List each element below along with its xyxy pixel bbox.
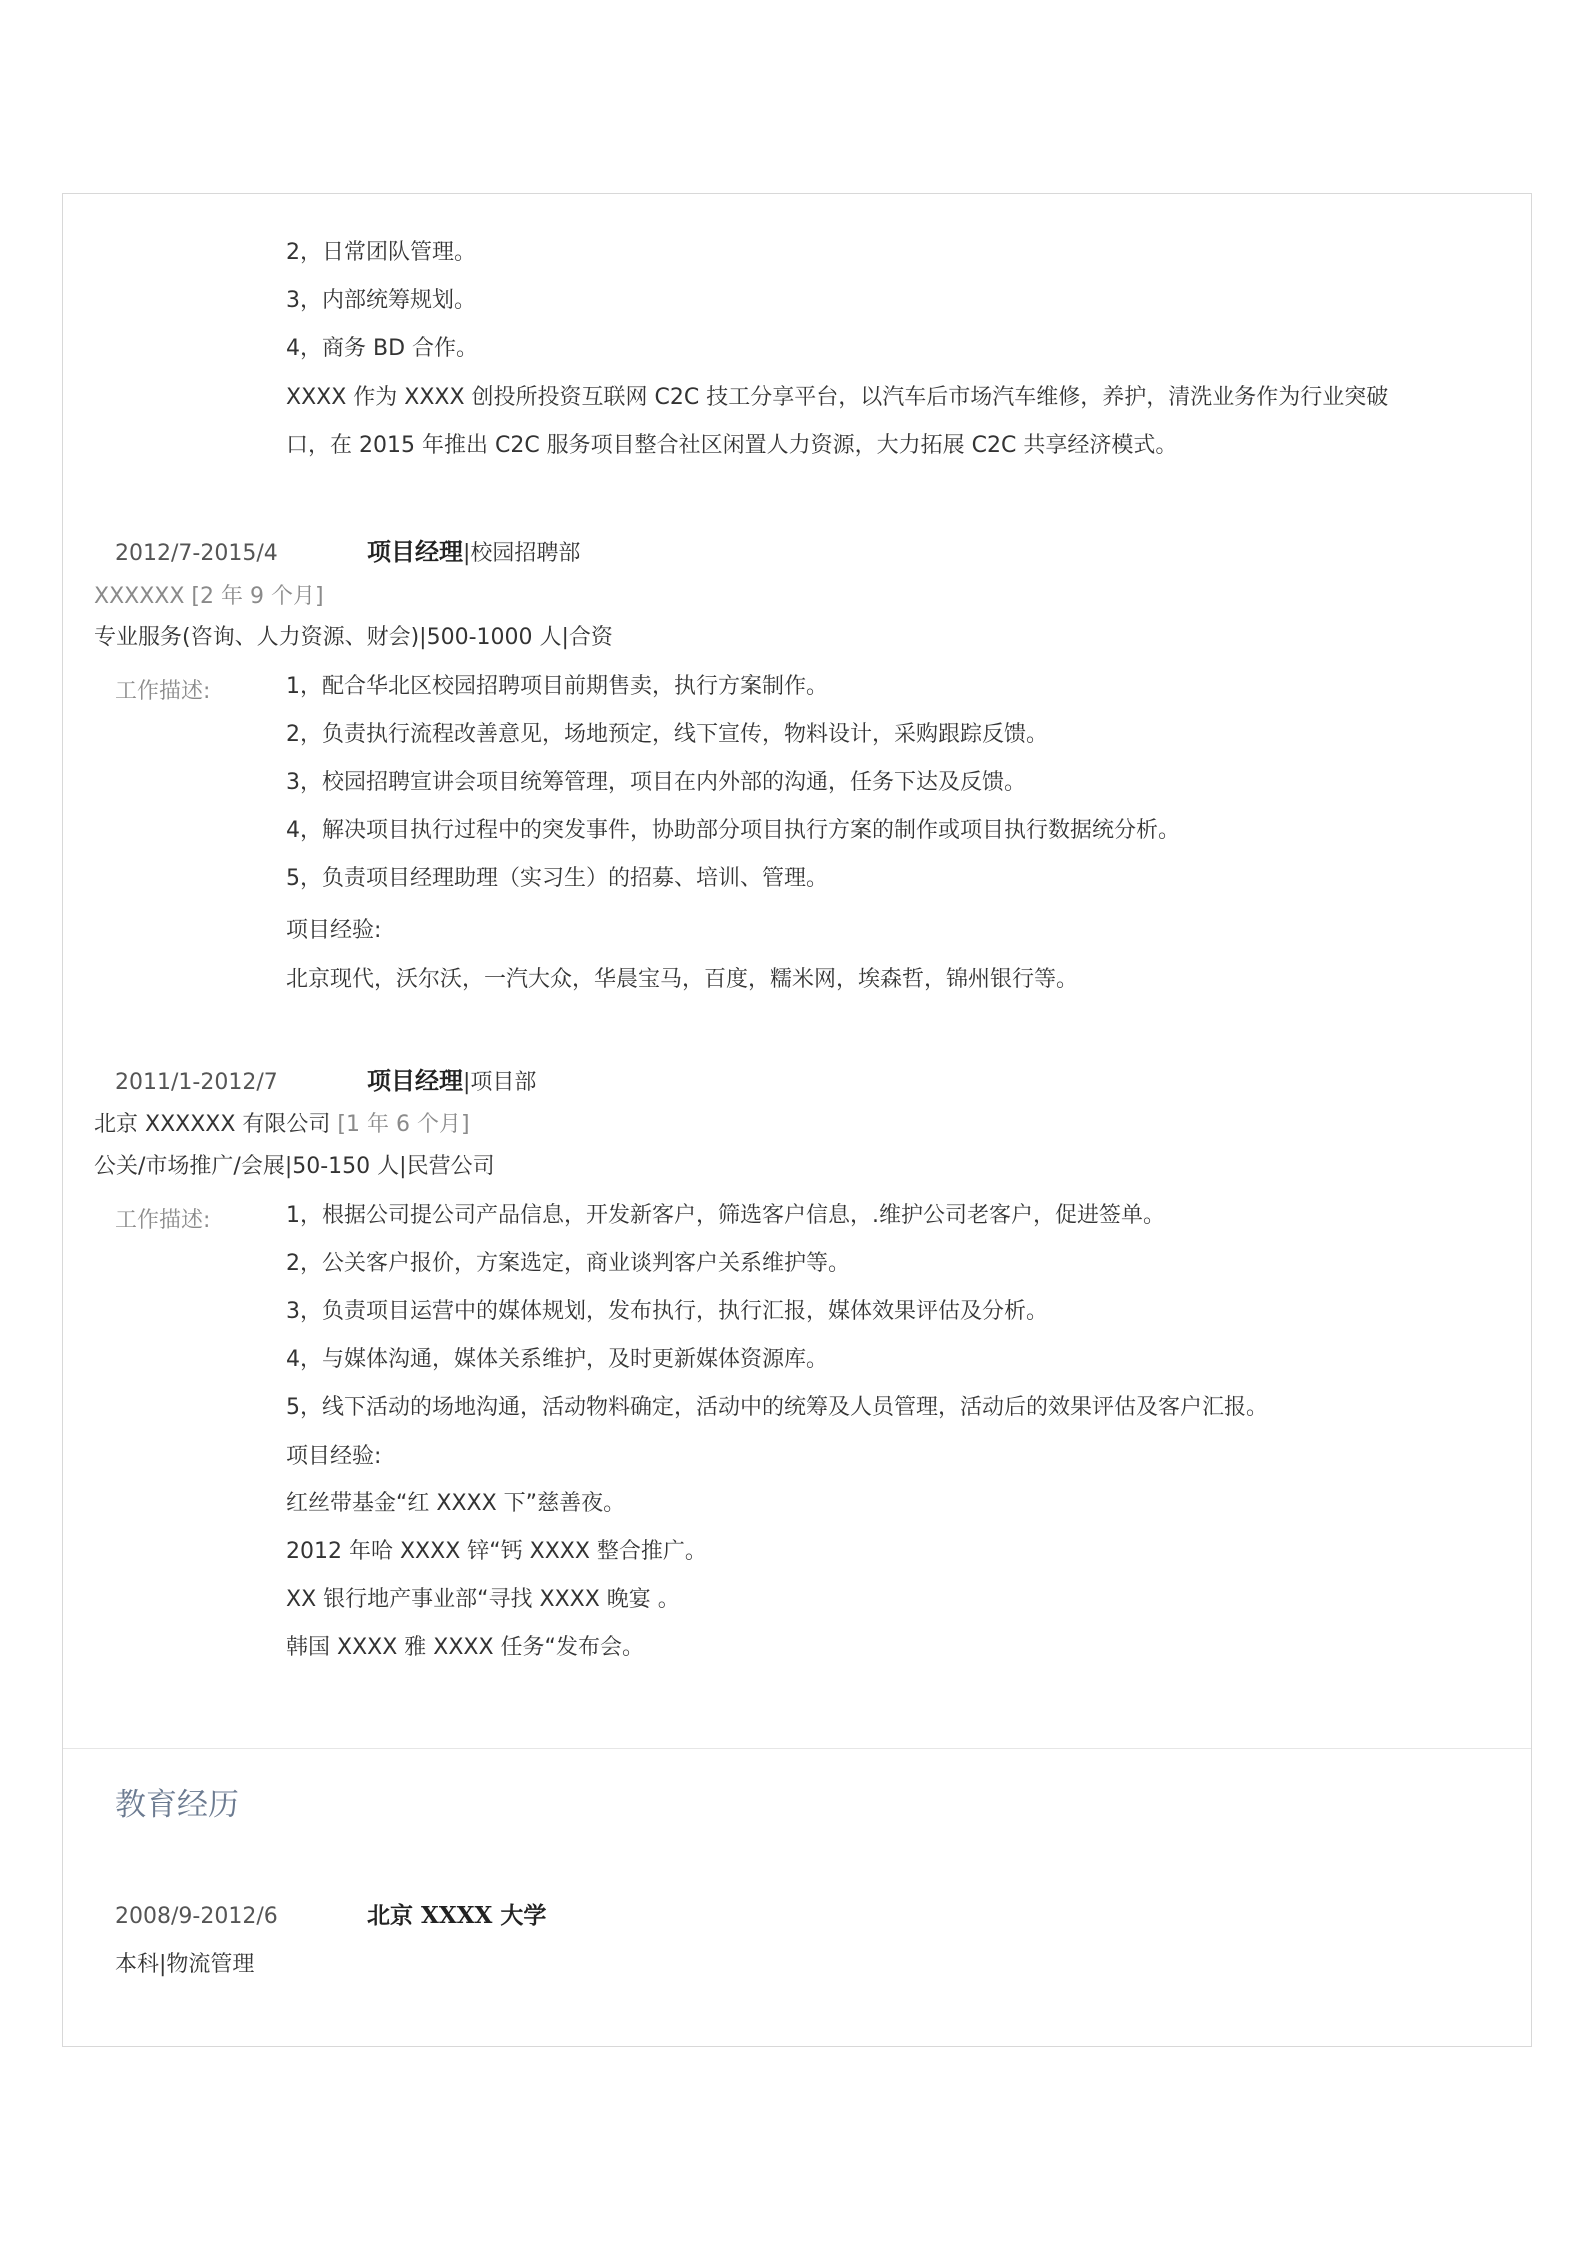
duty-item: 2，负责执行流程改善意见，场地预定，线下宣传，物料设计，采购跟踪反馈。 bbox=[286, 722, 1048, 747]
job-company-line bbox=[94, 582, 324, 612]
experience-label: 项目经验: bbox=[286, 918, 382, 943]
duty-item: 2，公关客户报价，方案选定，商业谈判客户关系维护等。 bbox=[286, 1251, 850, 1276]
school-name: 北京 XXXX 大学 bbox=[367, 1902, 547, 1929]
job-heading bbox=[367, 1066, 536, 1098]
top-line: 3，内部统筹规划。 bbox=[286, 288, 476, 313]
top-line: 2，日常团队管理。 bbox=[286, 240, 476, 265]
job-industry: 公关/市场推广/会展|50-150 人|民营公司 bbox=[94, 1154, 495, 1179]
duty-item: 5，线下活动的场地沟通，活动物料确定，活动中的统筹及人员管理，活动后的效果评估及客户汇报。 bbox=[286, 1395, 1269, 1420]
top-line: XXXX 作为 XXXX 创投所投资互联网 C2C 技工分享平台，以汽车后市场汽车维修，养护，清洗业务作为行业突破 bbox=[286, 385, 1389, 410]
job-heading bbox=[367, 537, 580, 569]
experience-item: 2012 年哈 XXXX 锌“钙 XXXX 整合推广。 bbox=[286, 1539, 707, 1564]
job-title: 项目经理 bbox=[367, 537, 463, 566]
duty-item: 1，根据公司提公司产品信息，开发新客户，筛选客户信息，.维护公司老客户，促进签单。 bbox=[286, 1203, 1165, 1228]
job-period: 2011/1-2012/7 bbox=[115, 1070, 278, 1095]
company-name: 北京 XXXXXX 有限公司 bbox=[94, 1112, 331, 1137]
section-title-education: 教育经历 bbox=[115, 1787, 239, 1823]
experience-item: 红丝带基金“红 XXXX 下”慈善夜。 bbox=[286, 1491, 626, 1516]
experience-item: 韩国 XXXX 雅 XXXX 任务“发布会。 bbox=[286, 1635, 644, 1660]
duty-item: 1，配合华北区校园招聘项目前期售卖，执行方案制作。 bbox=[286, 674, 828, 699]
top-line: 4，商务 BD 合作。 bbox=[286, 336, 479, 361]
desc-label: 工作描述: bbox=[115, 1208, 211, 1233]
job-period: 2012/7-2015/4 bbox=[115, 541, 278, 566]
job-dept: |校园招聘部 bbox=[463, 541, 581, 566]
duty-item: 3，负责项目运营中的媒体规划，发布执行，执行汇报，媒体效果评估及分析。 bbox=[286, 1299, 1048, 1324]
top-line: 口，在 2015 年推出 C2C 服务项目整合社区闲置人力资源，大力拓展 C2C 共享经济模式。 bbox=[286, 433, 1178, 458]
job-company-line bbox=[94, 1110, 470, 1140]
job-dept: |项目部 bbox=[463, 1070, 537, 1095]
desc-label: 工作描述: bbox=[115, 679, 211, 704]
experience-label: 项目经验: bbox=[286, 1444, 382, 1469]
company-name: XXXXXX bbox=[94, 584, 185, 609]
job-duration: [2 年 9 个月] bbox=[184, 584, 324, 609]
duty-item: 4，与媒体沟通，媒体关系维护，及时更新媒体资源库。 bbox=[286, 1347, 828, 1372]
duty-item: 4，解决项目执行过程中的突发事件，协助部分项目执行方案的制作或项目执行数据统分析。 bbox=[286, 818, 1181, 843]
experience-item: 北京现代，沃尔沃，一汽大众，华晨宝马，百度，糯米网，埃森哲，锦州银行等。 bbox=[286, 967, 1079, 992]
experience-item: XX 银行地产事业部“寻找 XXXX 晚宴 。 bbox=[286, 1587, 680, 1612]
education-period: 2008/9-2012/6 bbox=[115, 1904, 278, 1929]
job-duration: [1 年 6 个月] bbox=[330, 1112, 470, 1137]
job-title: 项目经理 bbox=[367, 1066, 463, 1095]
job-industry: 专业服务(咨询、人力资源、财会)|500-1000 人|合资 bbox=[94, 625, 613, 650]
section-divider bbox=[63, 1748, 1531, 1749]
duty-item: 5，负责项目经理助理（实习生）的招募、培训、管理。 bbox=[286, 866, 828, 891]
degree-major: 本科|物流管理 bbox=[115, 1952, 255, 1977]
duty-item: 3，校园招聘宣讲会项目统筹管理，项目在内外部的沟通，任务下达及反馈。 bbox=[286, 770, 1026, 795]
